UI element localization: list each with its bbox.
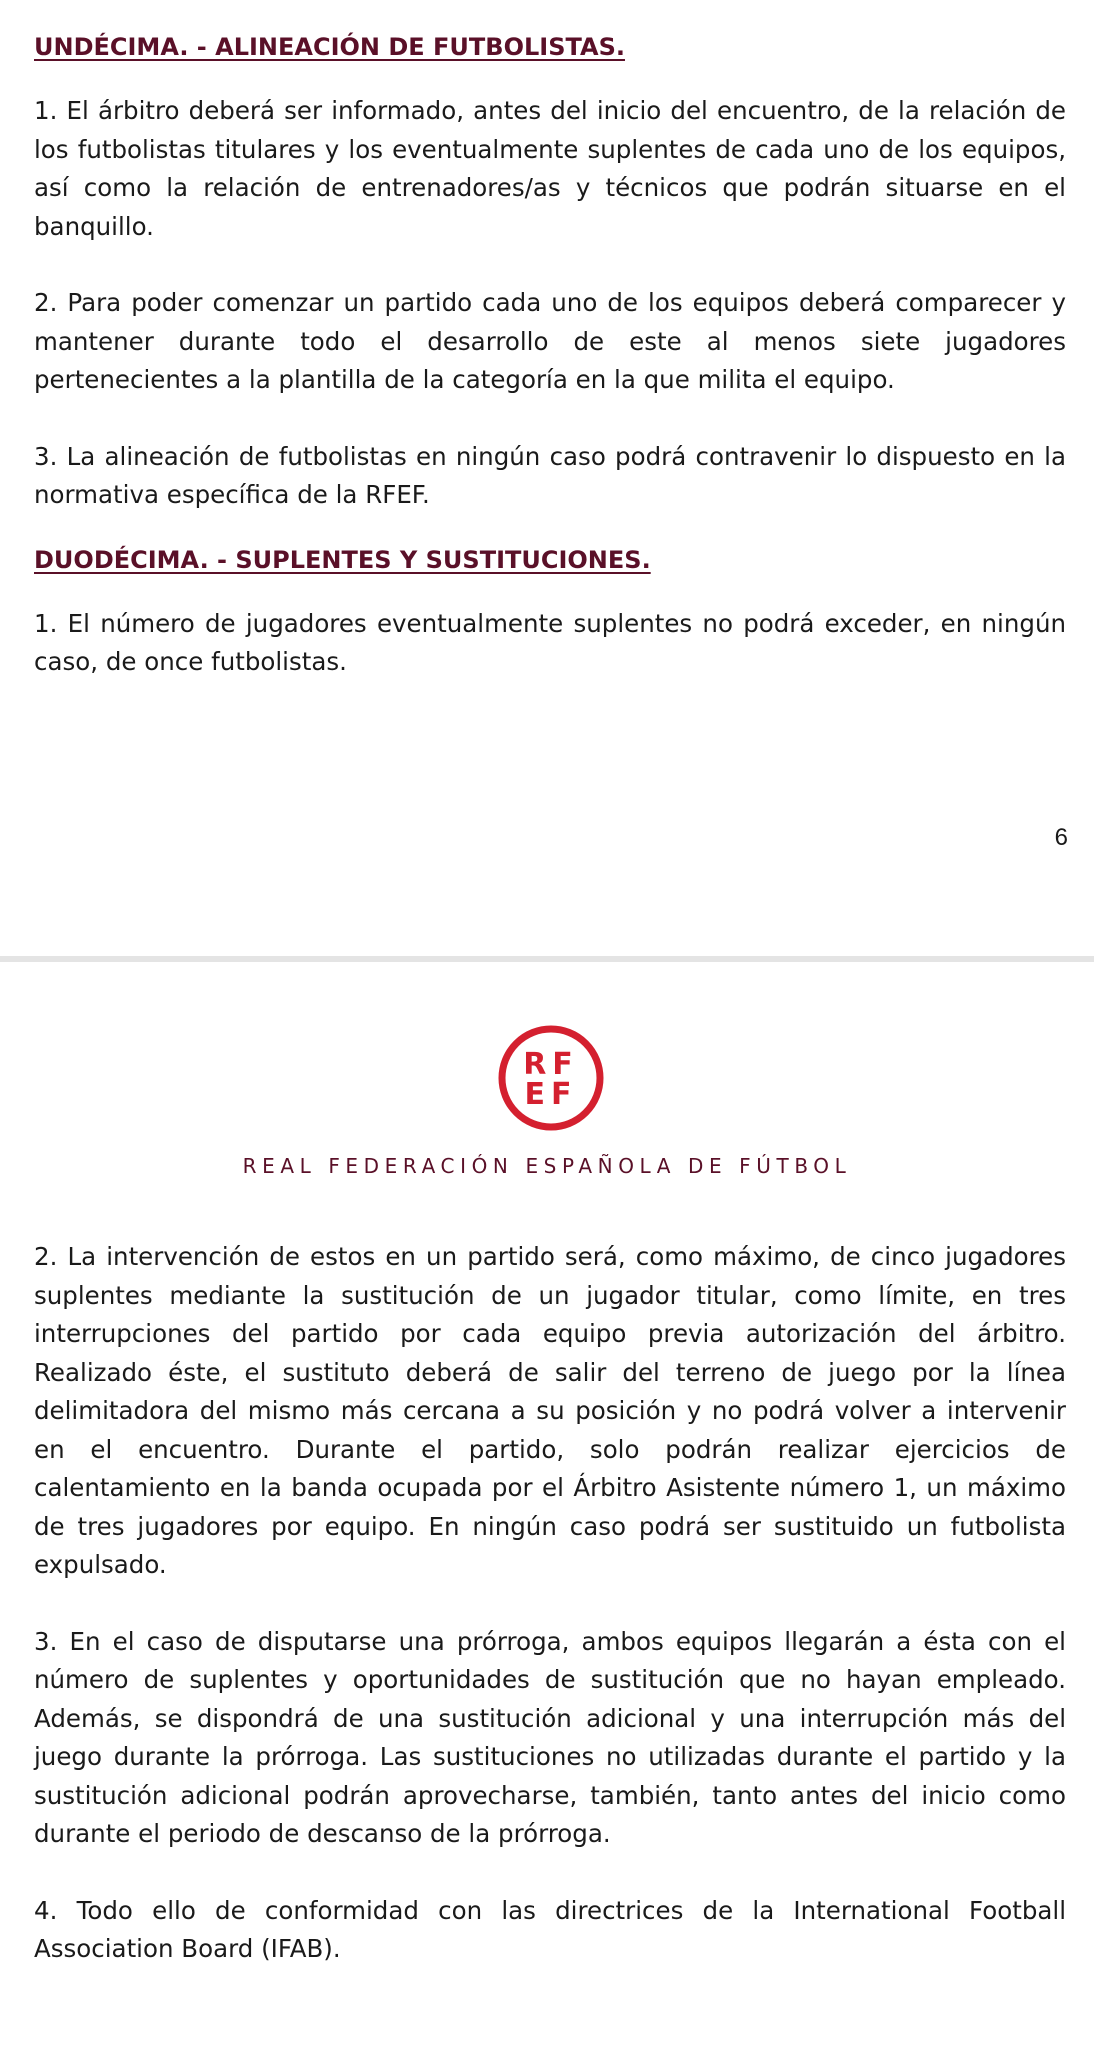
page-7-content [34,1238,1066,1969]
paragraph-undecima-3: 3. La alineación de futbolistas en ningún caso podrá contravenir lo dispuesto en la normativa específica de la RFEF. [34,441,1066,509]
paragraph-undecima-2: 2. Para poder comenzar un partido cada uno de los equipos deberá comparecer y mantener durante todo el desarrollo de este al menos siete jugadores pertenecientes a la plantilla de la categoría en la que milita el equipo. [34,288,1066,394]
rfef-logo-icon [497,1024,605,1132]
logo-text-line1: RF [523,1047,579,1082]
section-heading-duodecima: DUODÉCIMA. - SUPLENTES Y SUSTITUCIONES. [34,545,651,574]
logo-text-line2: EF [524,1077,578,1112]
organization-name: REAL FEDERACIÓN ESPAÑOLA DE FÚTBOL [242,1154,852,1178]
page-number: 6 [1054,824,1068,851]
document-page-6 [0,0,1094,956]
paragraph-duodecima-4: 4. Todo ello de conformidad con las directrices de la International Football Association Board (IFAB). [34,1895,1066,1963]
paragraph-duodecima-2: 2. La intervención de estos en un partido será, como máximo, de cinco jugadores suplentes mediante la sustitución de un jugador titular, como límite, en tres interrupciones del partido por cada equipo previa autorización del árbitro. Realizado éste, el sustituto deberá de salir del terreno de juego por la línea delimitadora del mismo más cercana a su posición y no podrá volver a intervenir en el encuentro. Durante el partido, solo podrán realizar ejercicios de calentamiento en la banda ocupada por el Árbitro Asistente número 1, un máximo de tres jugadores por equipo. En ningún caso podrá ser sustituido un futbolista expulsado. [34,1242,1066,1579]
section-heading-undecima: UNDÉCIMA. - ALINEACIÓN DE FUTBOLISTAS. [34,33,625,61]
paragraph-duodecima-1: 1. El número de jugadores eventualmente suplentes no podrá exceder, en ningún caso, de once futbolistas. [34,608,1066,676]
paragraph-duodecima-3: 3. En el caso de disputarse una prórroga, ambos equipos llegarán a ésta con el número de suplentes y oportunidades de sustitución que no hayan empleado. Además, se dispondrá de una sustitución adicional y una interrupción más del juego durante la prórroga. Las sustituciones no utilizadas durante el partido y la sustitución adicional podrán aprovecharse, también, tanto antes del inicio como durante el periodo de descanso de la prórroga. [34,1626,1066,1848]
document-page-7 [0,962,1094,2048]
paragraph-undecima-1: 1. El árbitro deberá ser informado, antes del inicio del encuentro, de la relación de los futbolistas titulares y los eventualmente suplentes de cada uno de los equipos, así como la relación de entrenadores/as y técnicos que podrán situarse en el banquillo. [34,96,1066,241]
page-6-content [34,28,1066,682]
